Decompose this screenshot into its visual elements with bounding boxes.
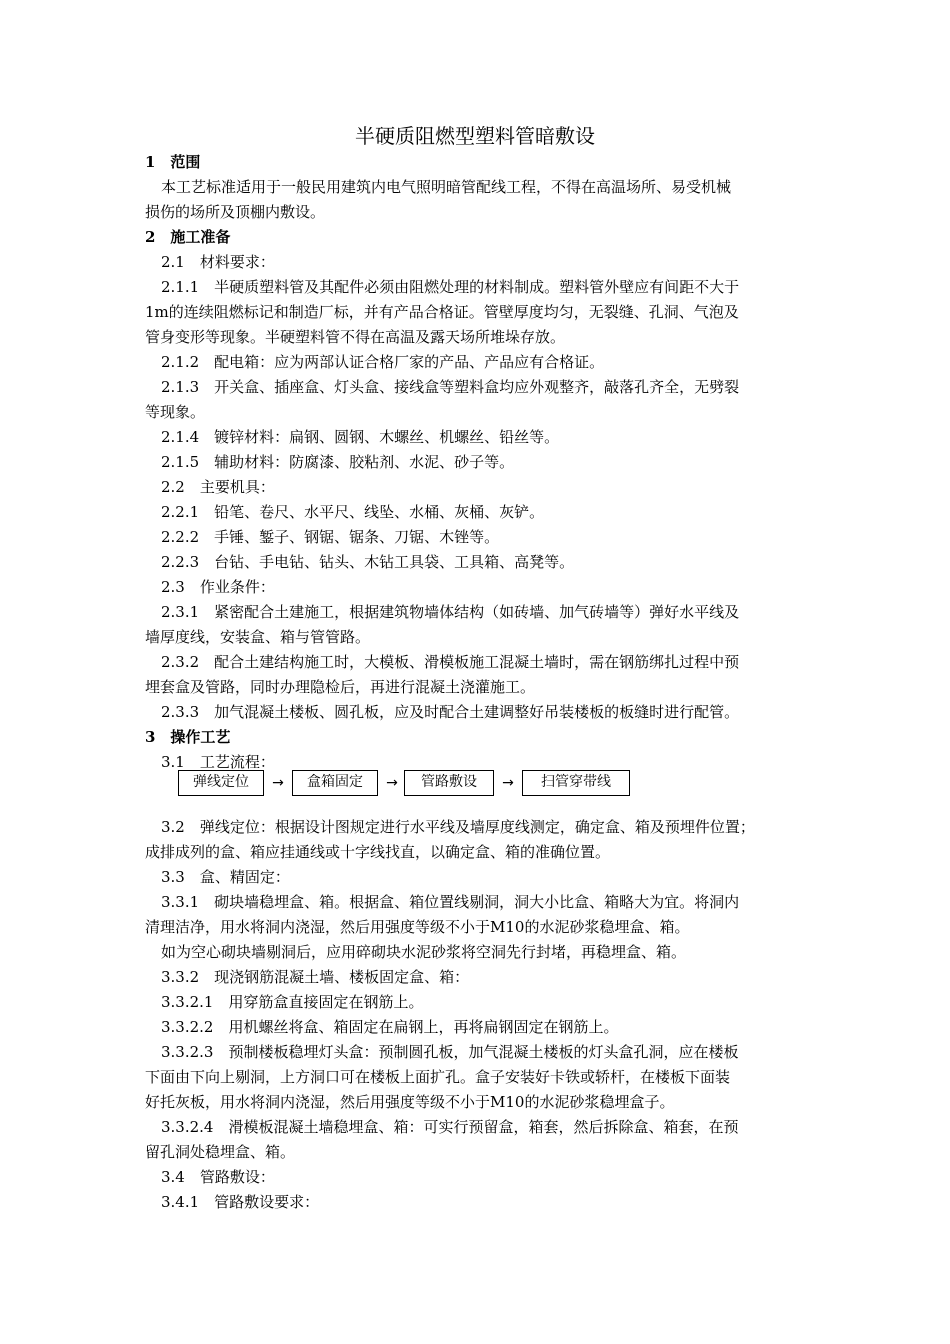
text-line: 等现象。 — [145, 403, 206, 421]
text-line: 损伤的场所及顶棚内敷设。 — [145, 203, 326, 221]
section-heading: 3 操作工艺 — [145, 728, 231, 746]
flow-step: 管路敷设 — [404, 770, 494, 796]
text-line: 2.1.1 半硬质塑料管及其配件必须由阻燃处理的材料制成。塑料管外壁应有间距不大于 — [161, 278, 740, 296]
text-line: 留孔洞处稳埋盒、箱。 — [145, 1143, 296, 1161]
text-line: 好托灰板，用水将洞内浇湿，然后用强度等级不小于M10的水泥砂浆稳埋盒子。 — [145, 1093, 675, 1111]
text-line: 3.4.1 管路敷设要求： — [161, 1193, 320, 1211]
text-line: 2.1 材料要求： — [161, 253, 275, 271]
text-line: 3.3.2.2 用机螺丝将盒、箱固定在扁钢上，再将扁钢固定在钢筋上。 — [161, 1018, 619, 1036]
text-line: 3.3.2.1 用穿筋盒直接固定在钢筋上。 — [161, 993, 424, 1011]
text-line: 2.2 主要机具： — [161, 478, 275, 496]
text-line: 3.3.1 砌块墙稳埋盒、箱。根据盒、箱位置线剔洞，洞大小比盒、箱略大为宜。将洞内 — [161, 893, 740, 911]
text-line: 2.2.2 手锤、錾子、钢锯、锯条、刀锯、木锉等。 — [161, 528, 500, 546]
section-heading: 1 范围 — [145, 153, 201, 171]
text-line: 本工艺标准适用于一般民用建筑内电气照明暗管配线工程，不得在高温场所、易受机械 — [161, 178, 732, 196]
text-line: 如为空心砌块墙剔洞后，应用碎砌块水泥砂浆将空洞先行封堵，再稳埋盒、箱。 — [161, 943, 687, 961]
text-line: 墙厚度线，安装盒、箱与管管路。 — [145, 628, 371, 646]
text-line: 管身变形等现象。半硬塑料管不得在高温及露天场所堆垛存放。 — [145, 328, 566, 346]
text-line: 2.2.3 台钻、手电钻、钻头、木钻工具袋、工具箱、高凳等。 — [161, 553, 575, 571]
text-line: 成排成列的盒、箱应挂通线或十字线找直，以确定盒、箱的准确位置。 — [145, 843, 611, 861]
text-line: 2.3.1 紧密配合土建施工，根据建筑物墙体结构（如砖墙、加气砖墙等）弹好水平线及 — [161, 603, 740, 621]
text-line: 埋套盒及管路，同时办理隐检后，再进行混凝土浇灌施工。 — [145, 678, 536, 696]
flow-step: 盒箱固定 — [292, 770, 378, 796]
text-line: 3.3.2.3 预制楼板稳埋灯头盒：预制圆孔板，加气混凝土楼板的灯头盒孔洞，应在楼板 — [161, 1043, 739, 1061]
text-line: 2.1.2 配电箱：应为两部认证合格厂家的产品、产品应有合格证。 — [161, 353, 605, 371]
text-line: 2.1.3 开关盒、插座盒、灯头盒、接线盒等塑料盒均应外观整齐，敲落孔齐全，无劈裂 — [161, 378, 740, 396]
text-line: 清理洁净，用水将洞内浇湿，然后用强度等级不小于M10的水泥砂浆稳埋盒、箱。 — [145, 918, 690, 936]
text-line: 3.1 工艺流程： — [161, 753, 275, 771]
text-line: 下面由下向上剔洞，上方洞口可在楼板上面扩孔。盒子安装好卡铁或轿杆，在楼板下面装 — [145, 1068, 731, 1086]
text-line: 2.1.4 镀锌材料：扁钢、圆钢、木螺丝、机螺丝、铅丝等。 — [161, 428, 560, 446]
text-line: 2.3.2 配合土建结构施工时，大模板、滑模板施工混凝土墙时，需在钢筋绑扎过程中预 — [161, 653, 740, 671]
text-line: 2.1.5 辅助材料：防腐漆、胶粘剂、水泥、砂子等。 — [161, 453, 515, 471]
flow-arrow: → — [272, 775, 284, 791]
text-line: 3.3 盒、精固定： — [161, 868, 290, 886]
text-line: 2.2.1 铅笔、卷尺、水平尺、线坠、水桶、灰桶、灰铲。 — [161, 503, 545, 521]
page-title: 半硬质阻燃型塑料管暗敷设 — [355, 124, 595, 148]
text-line: 3.4 管路敷设： — [161, 1168, 275, 1186]
text-line: 3.3.2.4 滑模板混凝土墙稳埋盒、箱：可实行预留盒，箱套，然后拆除盒、箱套，在预 — [161, 1118, 739, 1136]
flow-step: 弹线定位 — [178, 770, 264, 796]
text-line: 3.2 弹线定位：根据设计图规定进行水平线及墙厚度线测定，确定盒、箱及预埋件位置； — [161, 818, 755, 836]
text-line: 2.3.3 加气混凝土楼板、圆孔板，应及时配合土建调整好吊装楼板的板缝时进行配管。 — [161, 703, 740, 721]
flow-arrow: → — [386, 775, 398, 791]
text-line: 3.3.2 现浇钢筋混凝土墙、楼板固定盒、箱： — [161, 968, 470, 986]
text-line: 2.3 作业条件： — [161, 578, 275, 596]
text-line: 1m的连续阻燃标记和制造厂标，并有产品合格证。管壁厚度均匀，无裂缝、孔洞、气泡及 — [145, 303, 739, 321]
section-heading: 2 施工准备 — [145, 228, 231, 246]
flow-arrow: → — [502, 775, 514, 791]
flow-step: 扫管穿带线 — [522, 770, 630, 796]
